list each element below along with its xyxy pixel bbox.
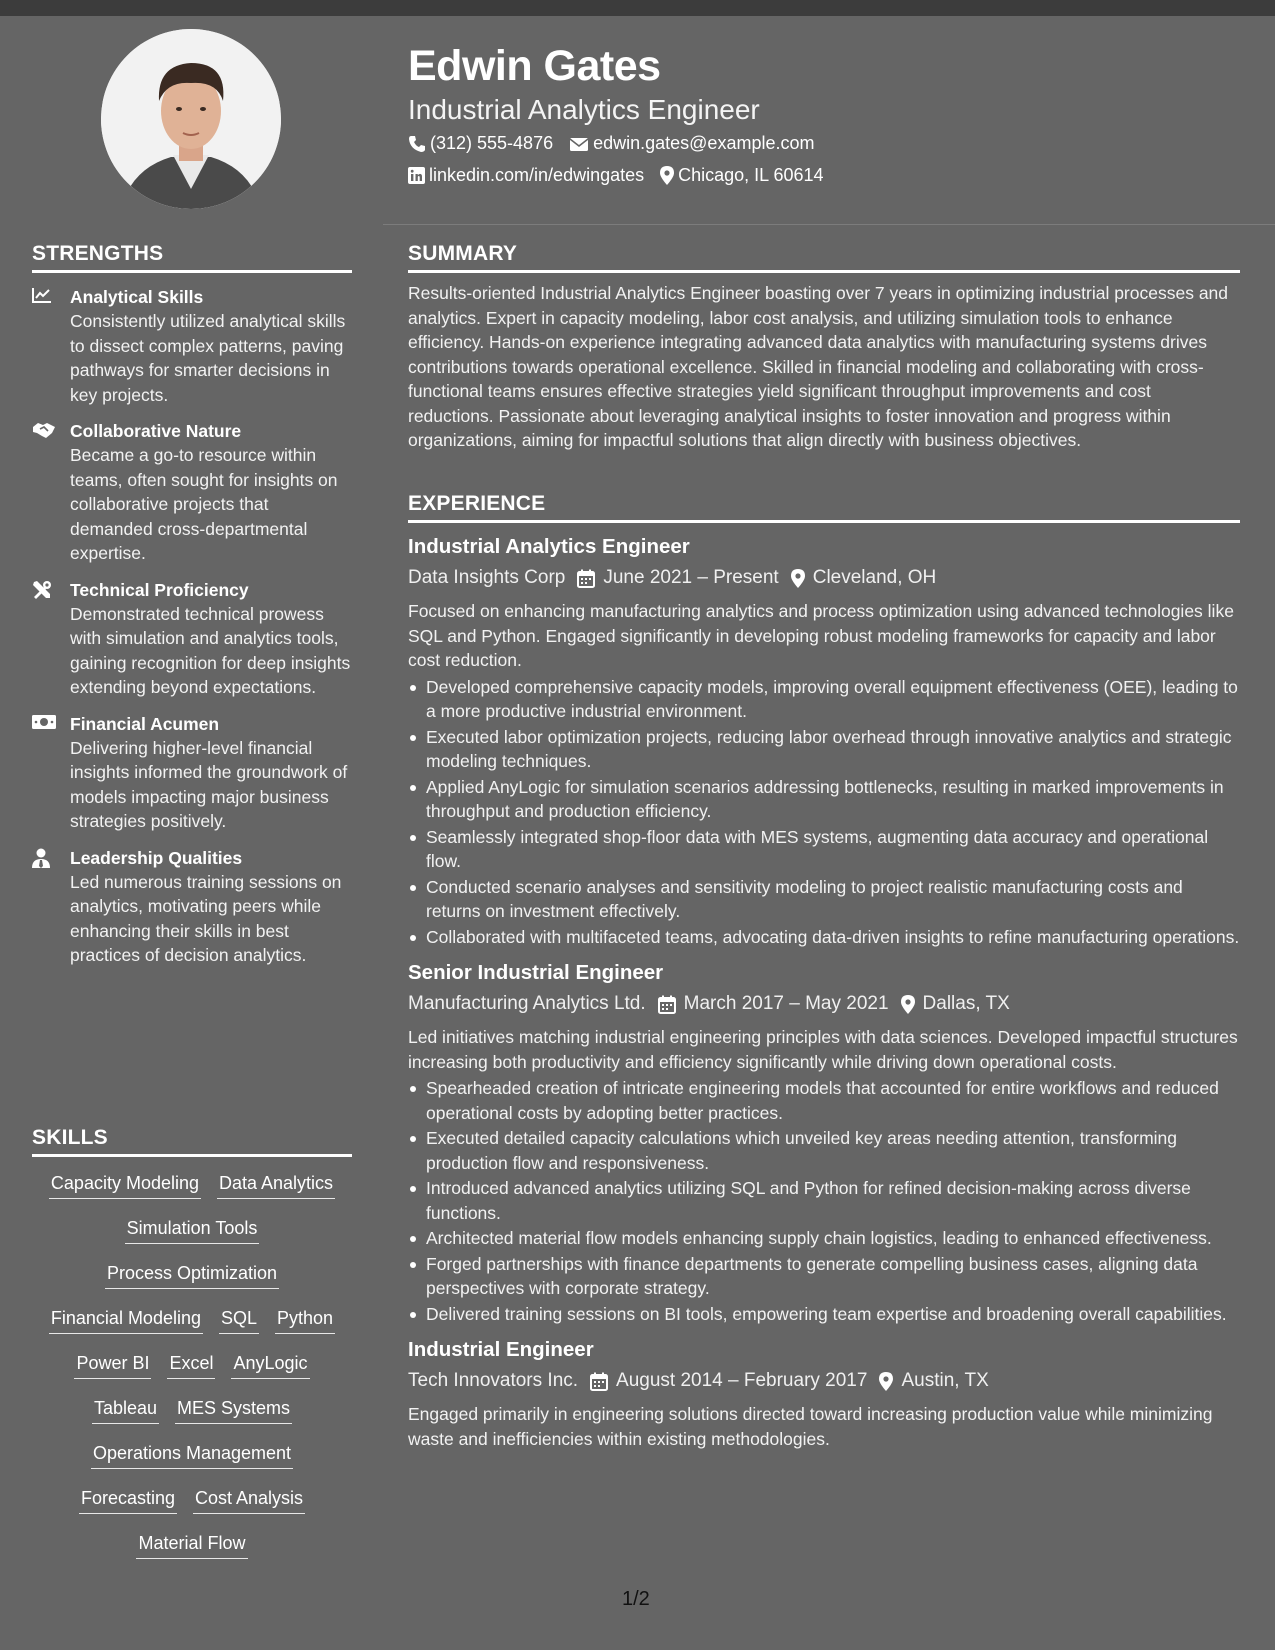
candidate-role: Industrial Analytics Engineer (408, 94, 760, 125)
calendar-icon (590, 1372, 608, 1391)
strength-desc: Became a go-to resource within teams, often sought for insights on collaborative projects that demanded cross-departmental expertise. (70, 445, 338, 563)
phone-text: (312) 555-4876 (430, 133, 554, 153)
strength-desc: Delivering higher-level financial insights informed the groundwork of models impacting major business strategies positively. (70, 737, 348, 831)
skill-tag: Material Flow (136, 1531, 247, 1559)
skill-tag: Tableau (92, 1396, 159, 1424)
job-bullets (408, 675, 1240, 950)
job-description: Engaged primarily in engineering solutions directed toward increasing production value while minimizing waste and inefficiencies within existing methodologies. (408, 1404, 1213, 1449)
strength-desc: Led numerous training sessions on analytics, motivating peers while enhancing their skills in best practices of decision analytics. (70, 871, 342, 965)
job-bullet: Executed detailed capacity calculations which unveiled key areas needing attention, transforming production flow and responsiveness. (408, 1126, 1240, 1175)
skill-tag: Capacity Modeling (49, 1171, 201, 1199)
skill-tag: Data Analytics (217, 1171, 335, 1199)
candidate-name: Edwin Gates (408, 42, 661, 90)
page-indicator: 1/2 (622, 1588, 650, 1610)
skill-row (32, 1306, 352, 1351)
calendar-icon (658, 995, 676, 1014)
location-item (660, 165, 823, 186)
job-bullet: Seamlessly integrated shop-floor data with MES systems, augmenting data accuracy and operational flow. (408, 825, 1240, 874)
summary-heading: SUMMARY (408, 242, 1240, 273)
map-marker-icon (879, 1372, 893, 1391)
location-text: Chicago, IL 60614 (678, 165, 824, 185)
tools-icon (32, 580, 52, 600)
strengths-heading: STRENGTHS (32, 242, 352, 273)
skill-tag: MES Systems (175, 1396, 292, 1424)
skill-row (32, 1441, 352, 1486)
strength-title: Technical Proficiency (70, 579, 249, 600)
job-bullet: Forged partnerships with finance departments to generate compelling business cases, aligning data perspectives with corporate strategy. (408, 1252, 1240, 1301)
phone-item (408, 133, 553, 154)
job-bullet: Architected material flow models enhancing supply chain logistics, leading to enhanced effectiveness. (408, 1226, 1240, 1251)
strength-title: Leadership Qualities (70, 847, 243, 868)
job-bullet: Delivered training sessions on BI tools, empowering team expertise and broadening overall capabilities. (408, 1302, 1240, 1327)
job-bullet: Introduced advanced analytics utilizing SQL and Python for refined decision-making across diverse functions. (408, 1176, 1240, 1225)
strength-desc: Consistently utilized analytical skills to dissect complex patterns, paving pathways for smarter decisions in key projects. (70, 311, 346, 405)
skills-section (32, 1126, 352, 1576)
skill-row (32, 1486, 352, 1531)
job-bullet: Executed labor optimization projects, reducing labor overhead through innovative analytics and strategic modeling techniques. (408, 725, 1240, 774)
skill-row (32, 1351, 352, 1396)
money-bill-icon (32, 714, 56, 730)
profile-photo (101, 29, 281, 209)
job-location: Dallas, TX (922, 993, 1010, 1014)
skill-tag: Financial Modeling (49, 1306, 203, 1334)
skill-tag: Forecasting (79, 1486, 177, 1514)
contact-row-1 (408, 133, 814, 154)
handshake-icon (32, 421, 56, 439)
skill-tag: Operations Management (91, 1441, 293, 1469)
contact-row-2 (408, 165, 824, 186)
job-company: Data Insights Corp (408, 567, 566, 588)
email-text[interactable]: edwin.gates@example.com (593, 133, 815, 153)
job-bullet: Conducted scenario analyses and sensitivity modeling to project realistic manufacturing costs and returns on investment effectively. (408, 875, 1240, 924)
skill-tag: SQL (219, 1306, 259, 1334)
resume-page (0, 16, 1275, 1650)
map-marker-icon (901, 995, 915, 1014)
user-tie-icon (32, 848, 50, 868)
job-company: Tech Innovators Inc. (408, 1370, 579, 1391)
job-entry (408, 533, 1240, 949)
strength-item (32, 712, 352, 834)
skill-row (32, 1261, 352, 1306)
skill-tag: Power BI (74, 1351, 151, 1379)
job-dates: August 2014 – February 2017 (616, 1370, 868, 1391)
skill-tag: AnyLogic (231, 1351, 309, 1379)
phone-icon (408, 135, 426, 153)
strength-item (32, 419, 352, 566)
header-divider (383, 224, 1275, 225)
skill-row (32, 1171, 352, 1216)
linkedin-text[interactable]: linkedin.com/in/edwingates (429, 165, 645, 185)
top-bar (0, 0, 1275, 16)
skill-tag: Python (275, 1306, 335, 1334)
map-marker-icon (660, 166, 674, 185)
job-dates: June 2021 – Present (603, 567, 779, 588)
linkedin-item[interactable] (408, 165, 644, 186)
skill-tag: Simulation Tools (125, 1216, 260, 1244)
job-bullet: Developed comprehensive capacity models, improving overall equipment effectiveness (OEE), leading to a more productive industrial environment. (408, 675, 1240, 724)
map-marker-icon (791, 569, 805, 588)
strength-item (32, 578, 352, 700)
skill-tag: Excel (167, 1351, 215, 1379)
skill-tag: Cost Analysis (193, 1486, 305, 1514)
job-bullets (408, 1076, 1240, 1326)
strength-item (32, 285, 352, 407)
skill-row (32, 1531, 352, 1576)
job-meta (408, 1366, 1240, 1396)
strengths-section (32, 242, 352, 968)
strength-desc: Demonstrated technical prowess with simulation and analytics tools, gaining recognition for deep insights extending beyond expectations. (70, 603, 351, 697)
skill-tag: Process Optimization (105, 1261, 279, 1289)
strength-title: Analytical Skills (70, 287, 204, 307)
job-location: Cleveland, OH (812, 567, 937, 588)
job-title: Industrial Engineer (408, 1338, 594, 1361)
job-entry (408, 959, 1240, 1326)
summary-text: Results-oriented Industrial Analytics Engineer boasting over 7 years in optimizing industrial processes and analytics. Expert in capacity modeling, labor cost analysis, and utilizing simulation tools to enhance efficiency. Hands-on experience integrating advanced data analytics with manufacturing systems drives contributions towards operational excellence. Skilled in financial modeling and collaborating with cross-functional teams ensures effective strategies yield significant throughput improvements and cost reductions. Passionate about leveraging analytical insights to foster innovation and progress within organizations, aiming for impactful solutions that align directly with business objectives. (408, 283, 1229, 450)
job-title: Industrial Analytics Engineer (408, 535, 690, 558)
calendar-icon (577, 569, 595, 588)
strength-item (32, 846, 352, 968)
skill-row (32, 1396, 352, 1441)
linkedin-icon (408, 167, 425, 184)
job-bullet: Collaborated with multifaceted teams, advocating data-driven insights to refine manufacturing operations. (408, 925, 1240, 950)
job-bullet: Spearheaded creation of intricate engineering models that accounted for entire workflows and reduced operational costs by adopting better practices. (408, 1076, 1240, 1125)
job-title: Senior Industrial Engineer (408, 961, 664, 984)
job-description: Focused on enhancing manufacturing analytics and process optimization using advanced technologies like SQL and Python. Engaged significantly in developing robust modeling frameworks for capacity and labor cost reduction. (408, 601, 1234, 670)
skill-row (32, 1216, 352, 1261)
job-meta (408, 989, 1240, 1019)
job-dates: March 2017 – May 2021 (683, 993, 889, 1014)
skills-heading: SKILLS (32, 1126, 352, 1157)
job-meta (408, 563, 1240, 593)
chart-line-icon (32, 287, 52, 303)
job-bullet: Applied AnyLogic for simulation scenarios addressing bottlenecks, resulting in marked improvements in throughput and production efficiency. (408, 775, 1240, 824)
summary-section (408, 242, 1240, 453)
strength-title: Financial Acumen (70, 713, 220, 734)
job-location: Austin, TX (901, 1370, 989, 1391)
strength-title: Collaborative Nature (70, 421, 242, 441)
envelope-icon (569, 136, 589, 152)
experience-heading: EXPERIENCE (408, 492, 1240, 523)
job-entry (408, 1336, 1240, 1451)
experience-section (408, 492, 1240, 1451)
job-description: Led initiatives matching industrial engineering principles with data sciences. Developed impactful structures increasing both productivity and efficiency significantly while driving down operational costs. (408, 1027, 1238, 1072)
email-item[interactable] (569, 133, 814, 154)
job-company: Manufacturing Analytics Ltd. (408, 993, 646, 1014)
